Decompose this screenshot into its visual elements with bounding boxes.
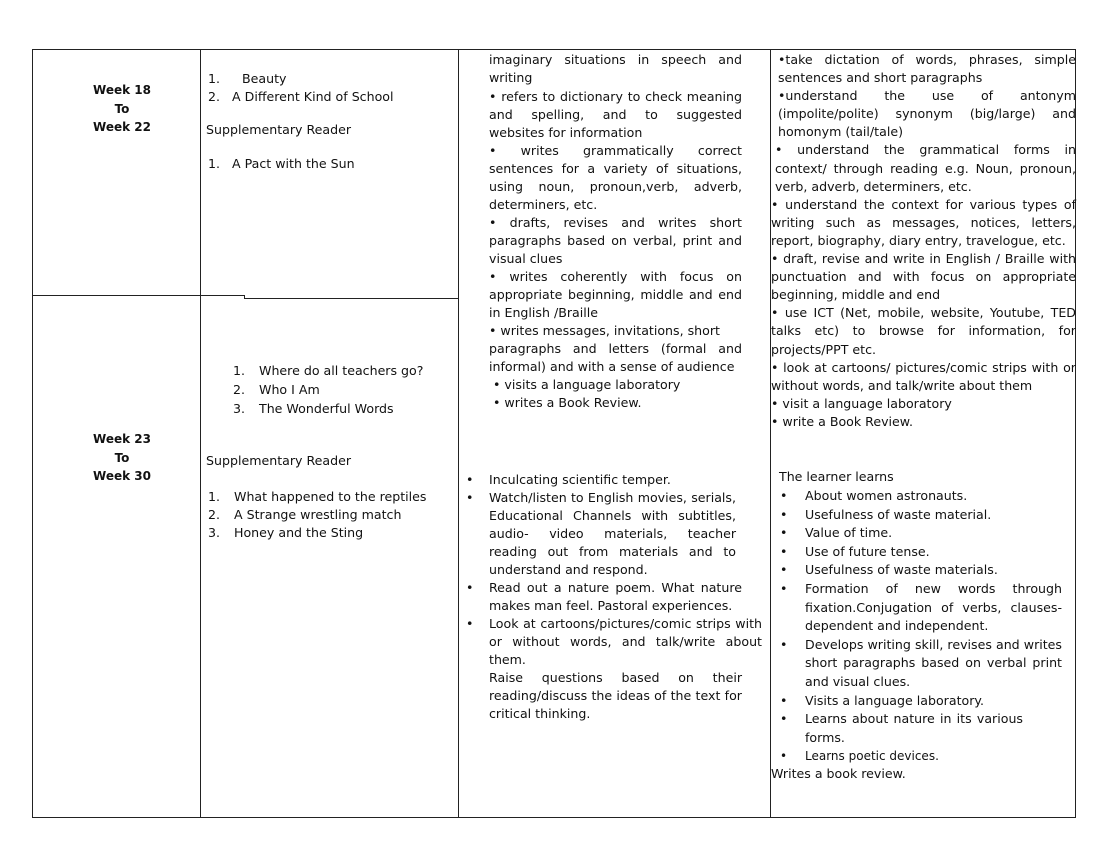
list-item: • draft, revise and write in English / Braille with punctuation and with focus on appropriate beginning, middle and end bbox=[771, 251, 1076, 303]
list-item: • writes messages, invitations, short bbox=[489, 323, 720, 338]
list-item: • look at cartoons/ pictures/comic strips with or without words, and talk/write about them bbox=[771, 359, 1076, 393]
outcomes-list bbox=[771, 51, 1076, 431]
list-item: • writes coherently with focus on appropriate beginning, middle and end in English /Braille bbox=[489, 269, 742, 320]
list-item: paragraphs and letters (formal and informal) and with a sense of audience bbox=[489, 341, 742, 374]
list-item: • Look at cartoons/pictures/comic strips with or without words, and talk/write about them. bbox=[466, 616, 762, 667]
row-divider bbox=[32, 295, 244, 296]
list-item: • Watch/listen to English movies, serials, Educational Channels with subtitles, audio- video materials, teacher reading out from materials and to understand and respond. bbox=[466, 490, 736, 577]
list-item: 1. Beauty bbox=[208, 71, 287, 86]
list-item: • drafts, revises and writes short paragraphs based on verbal, print and visual clues bbox=[489, 215, 742, 266]
column-divider bbox=[200, 49, 201, 818]
list-item: •understand the use of antonym (impolite/polite) synonym (big/large) and homonym (tail/tale) bbox=[778, 88, 1076, 140]
list-item: • Usefulness of waste material. bbox=[780, 506, 992, 522]
list-item: • refers to dictionary to check meaning and spelling, and to suggested websites for information bbox=[489, 89, 742, 140]
objectives-list bbox=[489, 88, 742, 412]
row-divider bbox=[244, 298, 458, 299]
list-item: • Value of time. bbox=[780, 525, 893, 541]
list-item: • Inculcating scientific temper. bbox=[466, 472, 671, 487]
list-item: • understand the grammatical forms in context/ through reading e.g. Noun, pronoun, verb, adverb, determiners, etc. bbox=[775, 142, 1076, 194]
list-item: • Learns poetic devices. bbox=[780, 749, 939, 764]
list-item: • Learns about nature in its various forms. bbox=[780, 711, 1023, 745]
list-item: • Visits a language laboratory. bbox=[780, 692, 985, 708]
list-item: 1. What happened to the reptiles bbox=[208, 489, 427, 504]
week-range-18-22: Week 18 To Week 22 bbox=[93, 83, 151, 134]
week-range-23-30: Week 23 To Week 30 bbox=[93, 432, 151, 483]
activity-note: Raise questions based on their reading/discuss the ideas of the text for critical thinking. bbox=[489, 670, 742, 721]
list-item: 3. Honey and the Sting bbox=[208, 525, 364, 540]
list-item: • Usefulness of waste materials. bbox=[780, 562, 998, 578]
list-item: • Develops writing skill, revises and writes short paragraphs based on verbal print and visual clues. bbox=[780, 636, 1062, 689]
supplementary-heading: Supplementary Reader bbox=[206, 453, 352, 468]
list-item: • Formation of new words through fixation.Conjugation of verbs, clauses- dependent and independent. bbox=[780, 580, 1062, 634]
list-item: 1. A Pact with the Sun bbox=[208, 156, 355, 171]
list-item: • writes grammatically correct sentences for a variety of situations, using noun, pronoun,verb, adverb, determiners, etc. bbox=[489, 143, 742, 212]
lesson-list bbox=[208, 70, 453, 106]
list-item: • writes a Book Review. bbox=[493, 395, 642, 410]
list-item: 2. A Strange wrestling match bbox=[208, 507, 402, 522]
list-item: • visit a language laboratory bbox=[771, 395, 952, 411]
list-item: • About women astronauts. bbox=[780, 488, 968, 503]
list-item: 2. A Different Kind of School bbox=[208, 89, 394, 104]
list-item: • Use of future tense. bbox=[780, 543, 930, 559]
list-item: • understand the context for various types of writing such as messages, notices, letters, report, biography, diary entry, travelogue, etc. bbox=[771, 196, 1076, 248]
learns-heading: The learner learns bbox=[779, 469, 894, 484]
column-divider bbox=[458, 49, 459, 818]
list-item: • Read out a nature poem. What nature makes man feel. Pastoral experiences. bbox=[466, 580, 742, 613]
list-item: 3. The Wonderful Words bbox=[233, 401, 394, 416]
list-item: • write a Book Review. bbox=[771, 413, 913, 429]
list-item: 1. Where do all teachers go? bbox=[233, 363, 424, 378]
activities-list bbox=[466, 471, 762, 723]
list-item: • visits a language laboratory bbox=[493, 377, 681, 392]
objectives-intro: imaginary situations in speech and writing bbox=[489, 52, 742, 85]
supplementary-list bbox=[208, 155, 453, 173]
list-item: •take dictation of words, phrases, simple sentences and short paragraphs bbox=[778, 52, 1076, 86]
lesson-list bbox=[233, 361, 455, 418]
outcome-closing: Writes a book review. bbox=[771, 766, 906, 781]
list-item: 2. Who I Am bbox=[233, 382, 320, 397]
list-item: • use ICT (Net, mobile, website, Youtube, TED talks etc) to browse for information, for projects/PPT etc. bbox=[771, 305, 1076, 357]
supplementary-heading: Supplementary Reader bbox=[206, 122, 352, 137]
learns-list bbox=[780, 487, 1062, 766]
supplementary-list bbox=[208, 488, 456, 542]
